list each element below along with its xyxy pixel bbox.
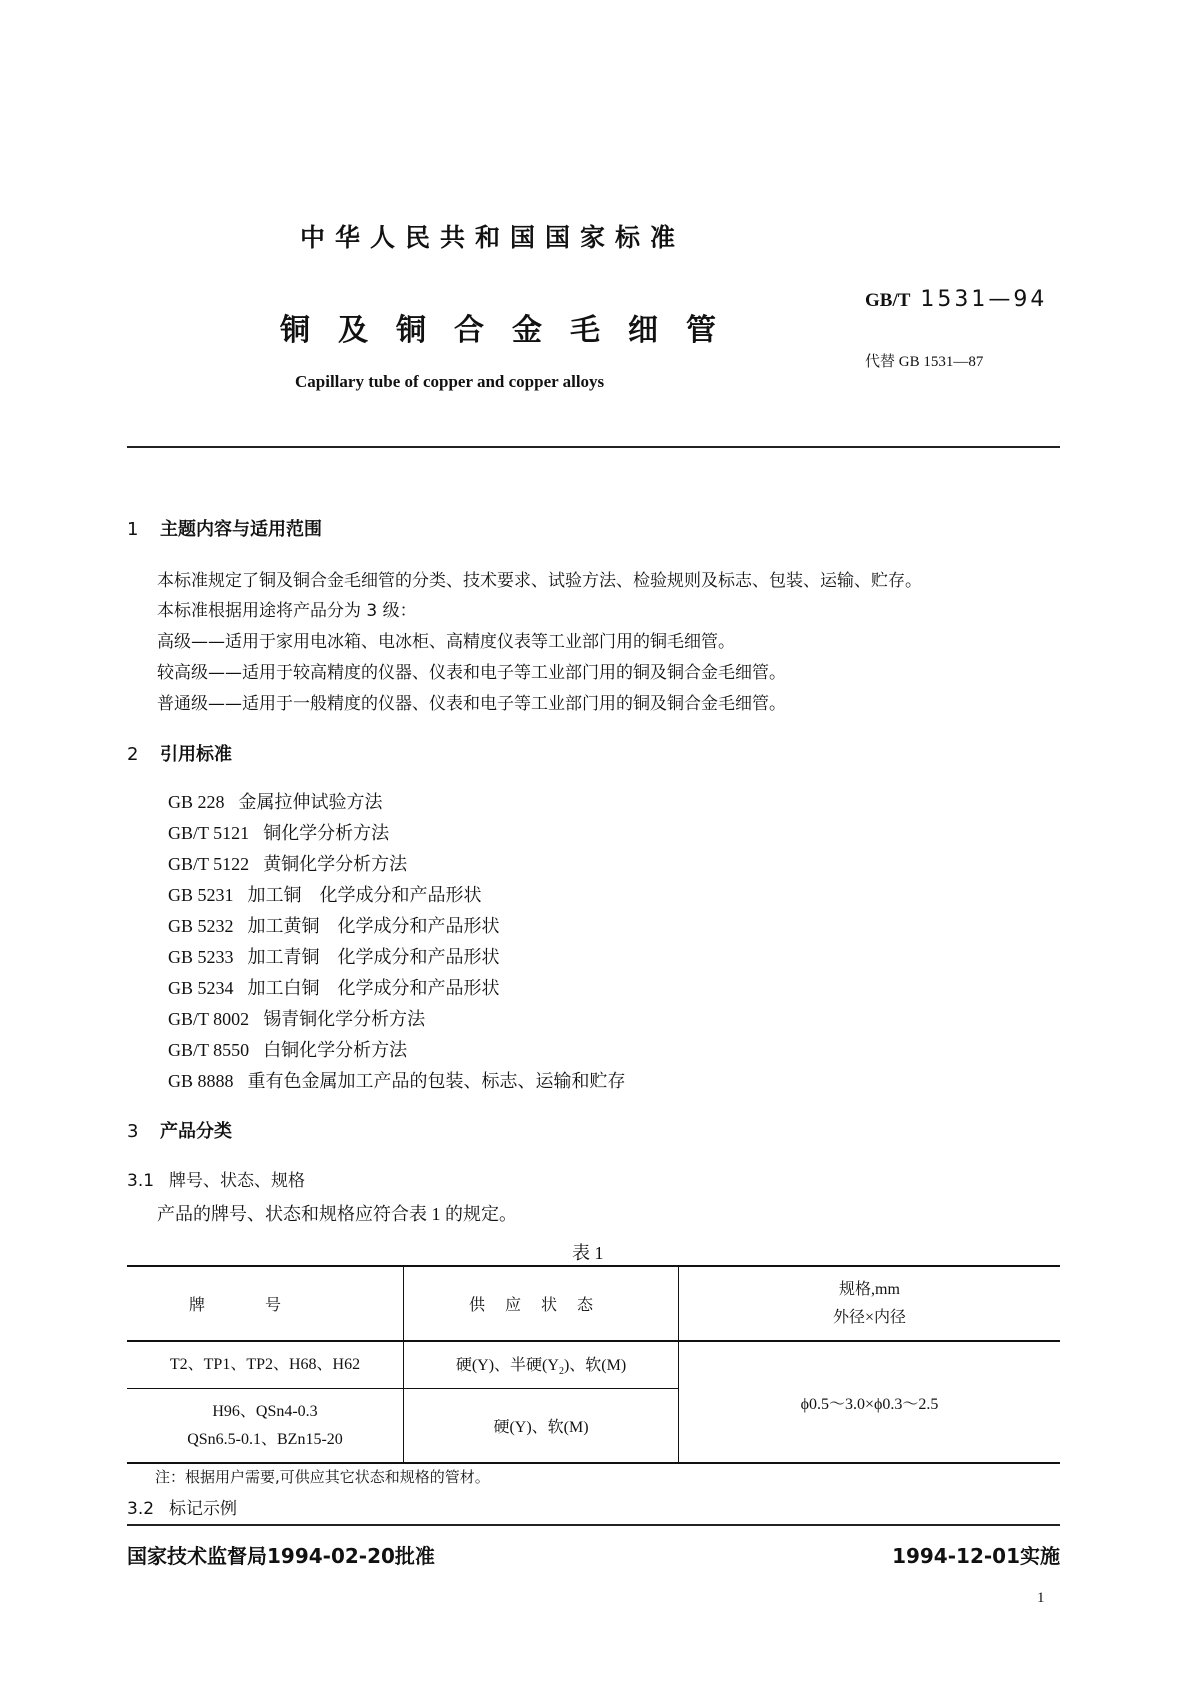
subsection-number: 3.1	[127, 1171, 155, 1191]
national-standard-heading: 中华人民共和国国家标准	[300, 223, 686, 252]
subsection-number: 3.2	[127, 1499, 155, 1519]
table-1	[127, 1265, 1060, 1464]
reference-title: 重有色金属加工产品的包装、标志、运输和贮存	[247, 1071, 626, 1092]
reference-item	[168, 1067, 626, 1093]
reference-title: 加工青铜 化学成分和产品形状	[247, 947, 500, 968]
reference-item	[168, 974, 500, 1000]
standard-number: 1531—94	[920, 287, 1048, 312]
reference-code: GB 228	[168, 792, 225, 812]
cell-spec: ϕ0.5～3.0×ϕ0.3～2.5	[679, 1341, 1061, 1463]
reference-title: 白铜化学分析方法	[263, 1040, 408, 1061]
cell-grade: T2、TP1、TP2、H68、H62	[127, 1341, 404, 1389]
reference-title: 加工白铜 化学成分和产品形状	[247, 978, 500, 999]
page-number: 1	[1037, 1590, 1045, 1606]
paragraph: 高级——适用于家用电冰箱、电冰柜、高精度仪表等工业部门用的铜毛细管。	[157, 632, 735, 652]
header-supply-state: 供应状态	[404, 1266, 679, 1341]
section-number: 2	[127, 744, 139, 765]
reference-item	[168, 850, 407, 876]
reference-code: GB/T 5122	[168, 854, 250, 874]
reference-title: 铜化学分析方法	[263, 823, 390, 844]
section-title: 产品分类	[160, 1121, 232, 1142]
section-title: 引用标准	[160, 744, 232, 765]
effective-date: 1994-12-01实施	[892, 1544, 1060, 1568]
replaces-standard: 代替 GB 1531—87	[865, 354, 984, 370]
standard-prefix: GB/T	[865, 290, 911, 311]
reference-item	[168, 788, 383, 814]
subsection-3-2-heading	[127, 1494, 237, 1519]
reference-item	[168, 881, 482, 907]
subsection-title: 标记示例	[169, 1499, 237, 1519]
reference-code: GB/T 5121	[168, 823, 250, 843]
reference-code: GB/T 8002	[168, 1009, 250, 1029]
reference-code: GB 5232	[168, 916, 234, 936]
header-spec-line2: 外径×内径	[832, 1308, 907, 1326]
reference-item	[168, 1036, 407, 1062]
paragraph: 较高级——适用于较高精度的仪器、仪表和电子等工业部门用的铜及铜合金毛细管。	[157, 663, 786, 683]
subsection-title: 牌号、状态、规格	[169, 1171, 305, 1191]
header-spec-line1: 规格,mm	[839, 1280, 900, 1298]
reference-item	[168, 943, 500, 969]
subsection-3-1-heading	[127, 1166, 305, 1191]
header-divider	[127, 446, 1060, 448]
standard-code	[865, 287, 1047, 312]
reference-item	[168, 819, 389, 845]
paragraph: 产品的牌号、状态和规格应符合表 1 的规定。	[157, 1204, 517, 1224]
cell-supply-state: 硬(Y)、软(M)	[404, 1389, 679, 1464]
reference-code: GB/T 8550	[168, 1040, 250, 1060]
paragraph: 普通级——适用于一般精度的仪器、仪表和电子等工业部门用的铜及铜合金毛细管。	[157, 694, 786, 714]
cell-supply-state: 硬(Y)、半硬$(Y_2)$、软(M)	[404, 1341, 679, 1389]
reference-item	[168, 912, 500, 938]
reference-title: 锡青铜化学分析方法	[263, 1009, 426, 1030]
section-number: 1	[127, 519, 139, 540]
paragraph: 本标准根据用途将产品分为 3 级：	[157, 601, 417, 621]
reference-code: GB 5233	[168, 947, 234, 967]
document-title-en: Capillary tube of copper and copper alloys	[295, 372, 605, 391]
reference-code: GB 8888	[168, 1071, 234, 1091]
header-spec	[679, 1266, 1061, 1341]
reference-title: 黄铜化学分析方法	[263, 854, 408, 875]
approval-date: 国家技术监督局1994-02-20批准	[127, 1544, 435, 1568]
footer-divider	[127, 1524, 1060, 1526]
reference-title: 加工黄铜 化学成分和产品形状	[247, 916, 500, 937]
reference-code: GB 5234	[168, 978, 234, 998]
section-3-heading	[127, 1117, 232, 1143]
reference-title: 加工铜 化学成分和产品形状	[247, 885, 482, 906]
section-2-heading	[127, 740, 232, 766]
header-grade: 牌号	[127, 1266, 404, 1341]
table-row	[127, 1341, 1060, 1389]
section-number: 3	[127, 1121, 139, 1142]
cell-grade: H96、QSn4-0.3 QSn6.5-0.1、BZn15-20	[127, 1389, 404, 1464]
reference-code: GB 5231	[168, 885, 234, 905]
section-title: 主题内容与适用范围	[160, 519, 322, 540]
table-header-row	[127, 1266, 1060, 1341]
reference-title: 金属拉伸试验方法	[238, 792, 383, 813]
table-note: 注：根据用户需要,可供应其它状态和规格的管材。	[155, 1468, 490, 1486]
reference-item	[168, 1005, 425, 1031]
document-title-zh: 铜及铜合金毛细管	[280, 313, 744, 348]
table-caption: 表 1	[572, 1243, 604, 1263]
paragraph: 本标准规定了铜及铜合金毛细管的分类、技术要求、试验方法、检验规则及标志、包装、运输、贮存。	[157, 571, 922, 591]
section-1-heading	[127, 515, 322, 541]
